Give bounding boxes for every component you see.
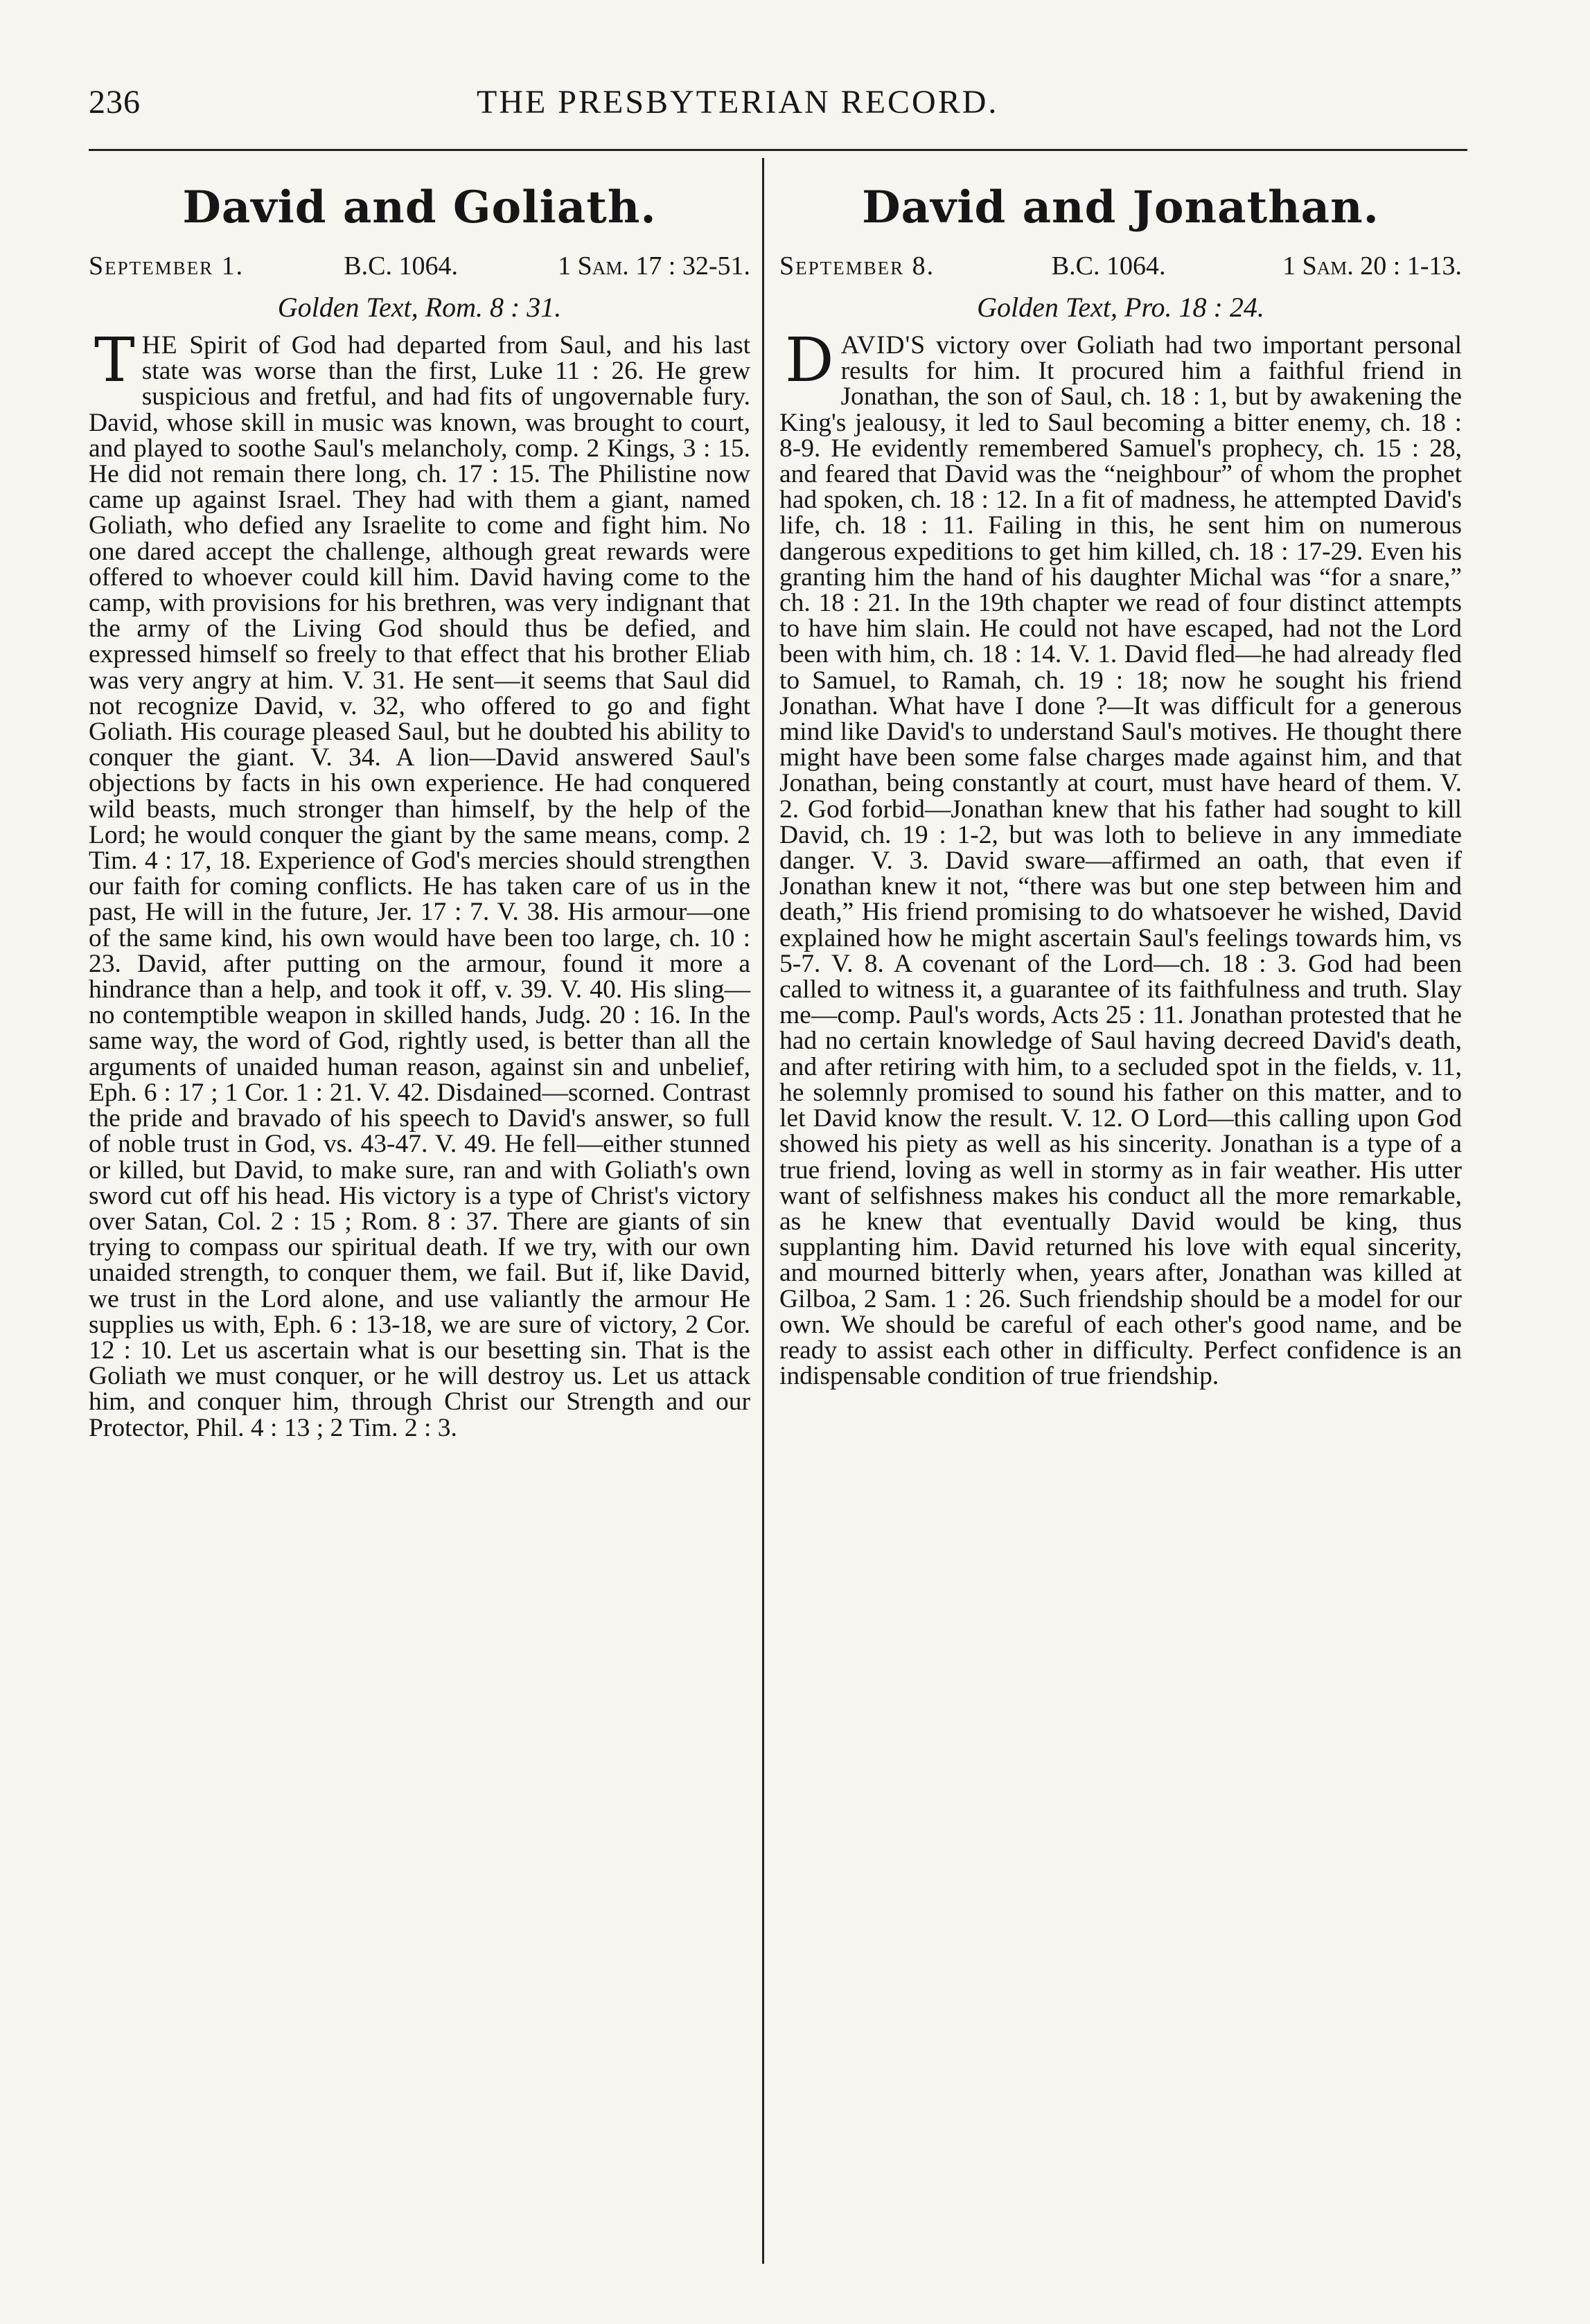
lesson-year: B.C. 1064. — [1051, 251, 1166, 281]
lesson-meta — [779, 248, 1462, 284]
body-text: victory over Goliath had two important personal results for him. It procured him a faithful friend in Jonathan, the son of Saul, ch. 18 : 1, but by awakening the King's jealousy, it led to Saul becoming a bitter enemy, ch. 18 : 8-9. He evidently remembered Samuel's prophecy, ch. 15 : 28, and feared that David was the “neighbour” of whom the prophet had spoken, ch. 18 : 12. In a fit of madness, he attempted David's life, ch. 18 : 11. Failing in this, he sent him on numerous dangerous expeditions to get him killed, ch. 18 : 17-29. Even his granting him the hand of his daughter Michal was “for a snare,” ch. 18 : 21. In the 19th chapter we read of four distinct attempts to have him slain. He could not have escaped, had not the Lord been with him, ch. 18 : 14. V. 1. David fled—he had already fled to Samuel, to Ramah, ch. 19 : 18; now he sought his friend Jonathan. What have I done ?—It was difficult for a generous mind like David's to understand Saul's motives. He thought there might have been some false charges made against him, and that Jonathan, being constantly at court, must have heard of them. V. 2. God forbid—Jonathan knew that his father had sought to kill David, ch. 19 : 1-2, but was loth to believe in any immediate danger. V. 3. David sware—affirmed an oath, that even if Jonathan knew it not, “there was but one step between him and death,” His friend promising to do whatsoever he wished, David explained how he might ascertain Saul's feelings towards him, vs 5-7. V. 8. A covenant of the Lord—ch. 18 : 3. God had been called to witness it, a guarantee of its faithfulness and truth. Slay me—comp. Paul's words, Acts 25 : 11. Jonathan protested that he had no certain knowledge of Saul having decreed David's death, and after retiring with him, to a secluded spot in the fields, v. 11, he solemnly promised to sound his father on this matter, and to let David know the result. V. 12. O Lord—this calling upon God showed his piety as well as his sincerity. Jonathan is a type of a true friend, loving as well in stormy as in fair weather. His utter want of selfishness makes his conduct all the more remarkable, as he knew that eventually David would be king, thus supplanting him. David returned his love with equal sincerity, and mourned bitterly when, years after, Jonathan was killed at Gilboa, 2 Sam. 1 : 26. Such friendship should be a model for our own. We should be careful of each other's good name, and be ready to assist each other in difficulty. Perfect confidence is an indispensable condition of true friendship. — [779, 331, 1462, 1391]
article-left — [89, 173, 750, 1441]
lead-word: HE — [141, 331, 178, 360]
lesson-passage: 1 Sam. 17 : 32-51. — [558, 251, 750, 281]
article-title: David and Goliath. — [182, 181, 657, 233]
page-header — [89, 83, 1458, 125]
article-body — [89, 324, 750, 1442]
running-title: THE PRESBYTERIAN RECORD. — [477, 84, 999, 121]
page-number: 236 — [89, 84, 141, 121]
column-divider — [762, 158, 764, 2264]
lesson-meta — [89, 248, 750, 284]
article-right — [779, 173, 1462, 1389]
lesson-date: September 1. — [89, 251, 245, 281]
header-rule — [89, 149, 1467, 151]
body-text: Spirit of God had departed from Saul, and his last state was worse than the first, Luke 11 : 26. He grew suspicious and fretful, and had fits of ungovernable fury. David, whose skill in music was known, was brought to court, and played to soothe Saul's melancholy, comp. 2 Kings, 3 : 15. He did not remain there long, ch. 17 : 15. The Philistine now came up against Israel. They had with them a giant, named Goliath, who defied any Israelite to come and fight him. No one dared accept the challenge, although great rewards were offered to whoever could kill him. David having come to the camp, with provisions for his brethren, was very indignant that the army of the Living God should thus be defied, and expressed himself so freely to that effect that his brother Eliab was very angry at him. V. 31. He sent—it seems that Saul did not recognize David, v. 32, who offered to go and fight Goliath. His courage pleased Saul, but he doubted his ability to conquer the giant. V. 34. A lion—David answered Saul's objections by facts in his own experience. He had conquered wild beasts, much stronger than himself, by the help of the Lord; he would conquer the giant by the same means, comp. 2 Tim. 4 : 17, 18. Experience of God's mercies should strengthen our faith for coming conflicts. He has taken care of us in the past, He will in the future, Jer. 17 : 7. V. 38. His armour—one of the same kind, his own would have been too large, ch. 10 : 23. David, after putting on the armour, found it more a hindrance than a help, and took it off, v. 39. V. 40. His sling—no contemptible weapon in skilled hands, Judg. 20 : 16. In the same way, the word of God, rightly used, is better than all the arguments of unaided human reason, against sin and unbelief, Eph. 6 : 17 ; 1 Cor. 1 : 21. V. 42. Disdained—scorned. Contrast the pride and bravado of his speech to David's answer, so full of noble trust in God, vs. 43-47. V. 49. He fell—either stunned or killed, but David, to make sure, ran and with Goliath's own sword cut off his head. His victory is a type of Christ's victory over Satan, Col. 2 : 15 ; Rom. 8 : 37. There are giants of sin trying to compass our spiritual death. If we try, with our own unaided strength, to conquer them, we fail. But if, like David, we trust in the Lord alone, and use valiantly the armour He supplies us with, Eph. 6 : 13-18, we are sure of victory, 2 Cor. 12 : 10. Let us ascertain what is our besetting sin. That is the Goliath we must conquer, or he will destroy us. Let us attack him, and conquer him, through Christ our Strength and our Protector, Phil. 4 : 13 ; 2 Tim. 2 : 3. — [89, 331, 750, 1442]
article-body — [779, 324, 1462, 1391]
golden-text: Golden Text, Pro. 18 : 24. — [977, 292, 1264, 323]
article-title: David and Jonathan. — [862, 181, 1379, 233]
golden-text: Golden Text, Rom. 8 : 31. — [277, 292, 562, 323]
lesson-date: September 8. — [779, 251, 935, 281]
lesson-passage: 1 Sam. 20 : 1-13. — [1282, 251, 1462, 281]
lead-word: AVID'S — [840, 331, 926, 360]
drop-cap: D — [785, 324, 834, 396]
drop-cap: T — [94, 324, 135, 396]
lesson-year: B.C. 1064. — [344, 251, 458, 281]
